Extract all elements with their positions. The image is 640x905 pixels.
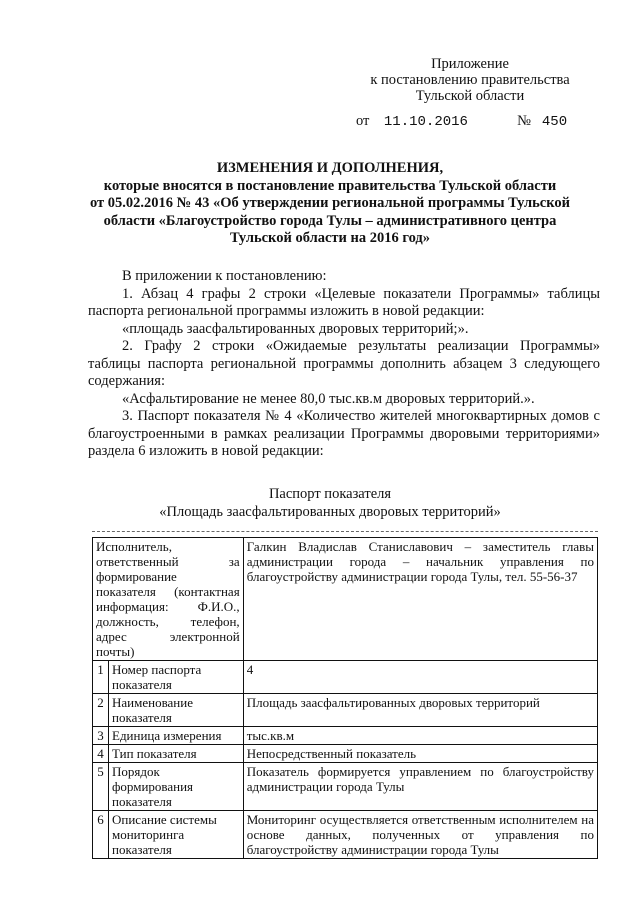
passport-table: [92, 537, 598, 859]
annex-line-2: к постановлению правительства: [370, 72, 570, 88]
row-label: Порядок формирования показателя: [109, 763, 244, 811]
row-value: 4: [243, 661, 597, 694]
title-line-1: ИЗМЕНЕНИЯ И ДОПОЛНЕНИЯ,: [216, 160, 444, 176]
date-prefix: от: [356, 113, 370, 129]
row-label: Единица измерения: [109, 727, 244, 745]
body-paragraph: 3. Паспорт показателя № 4 «Количество жителей многоквартирных домов с благоустроенными в рамках реализации Программы дворовыми территориями» раздела 6 изложить в новой редакции:: [88, 408, 600, 459]
passport-heading: [60, 486, 600, 521]
row-number: 2: [93, 694, 109, 727]
number-prefix: №: [517, 113, 532, 129]
row-label: Тип показателя: [109, 745, 244, 763]
title-line-3: от 05.02.2016 № 43 «Об утверждении региональной программы Тульской: [89, 195, 570, 211]
annex-date-number: [356, 112, 567, 131]
row-label: Описание системы мониторинга показателя: [109, 811, 244, 859]
title-line-5: Тульской области на 2016 год»: [229, 230, 431, 246]
body-paragraph: 1. Абзац 4 графы 2 строки «Целевые показатели Программы» таблицы паспорта региональной программы изложить в новой редакции:: [88, 285, 600, 319]
row-label: Наименование показателя: [109, 694, 244, 727]
table-row: [93, 745, 598, 763]
document-date: 11.10.2016: [383, 114, 468, 130]
document-body: [88, 268, 600, 461]
passport-heading-2: «Площадь заасфальтированных дворовых территорий»: [159, 503, 501, 520]
executor-value: Галкин Владислав Станиславович – заместитель главы администрации города – начальник управления по благоустройству администрации города Тулы, тел. 55-56-37: [243, 538, 597, 661]
passport-heading-1: Паспорт показателя: [268, 486, 392, 502]
body-paragraph: «площадь заасфальтированных дворовых территорий;».: [122, 320, 469, 337]
title-line-2: которые вносятся в постановление правительства Тульской области: [103, 177, 557, 194]
table-row: [93, 727, 598, 745]
title-line-4: области «Благоустройство города Тулы – административного центра: [103, 212, 557, 229]
body-paragraph: В приложении к постановлению:: [122, 268, 327, 284]
table-row: [93, 811, 598, 859]
row-number: 6: [93, 811, 109, 859]
row-value: Показатель формируется управлением по благоустройству администрации города Тулы: [243, 763, 597, 811]
row-number: 4: [93, 745, 109, 763]
table-top-rule: [92, 531, 598, 532]
document-title: [60, 160, 600, 248]
body-paragraph: «Асфальтирование не менее 80,0 тыс.кв.м дворовых территорий.».: [122, 390, 535, 407]
table-row: [93, 763, 598, 811]
row-label: Номер паспорта показателя: [109, 661, 244, 694]
row-number: 1: [93, 661, 109, 694]
row-value: Мониторинг осуществляется ответственным исполнителем на основе данных, полученных от управления по благоустройству администрации города Тулы: [243, 811, 597, 859]
annex-line-1: Приложение: [431, 56, 509, 72]
row-value: тыс.кв.м: [243, 727, 597, 745]
row-number: 5: [93, 763, 109, 811]
row-value: Непосредственный показатель: [243, 745, 597, 763]
annex-line-3: Тульской области: [415, 88, 525, 104]
body-paragraph: 2. Графу 2 строки «Ожидаемые результаты реализации Программы» таблицы паспорта региональной программы дополнить абзацем 3 следующего содержания:: [88, 338, 600, 389]
row-number: 3: [93, 727, 109, 745]
table-row: [93, 694, 598, 727]
executor-label: Исполнитель, ответственный за формирование показателя (контактная информация: Ф.И.О., должность, телефон, адрес электронной почты): [93, 538, 244, 661]
table-row: [93, 538, 598, 661]
document-number: 450: [541, 114, 568, 130]
table-row: [93, 661, 598, 694]
annex-block: [340, 56, 600, 104]
row-value: Площадь заасфальтированных дворовых территорий: [243, 694, 597, 727]
